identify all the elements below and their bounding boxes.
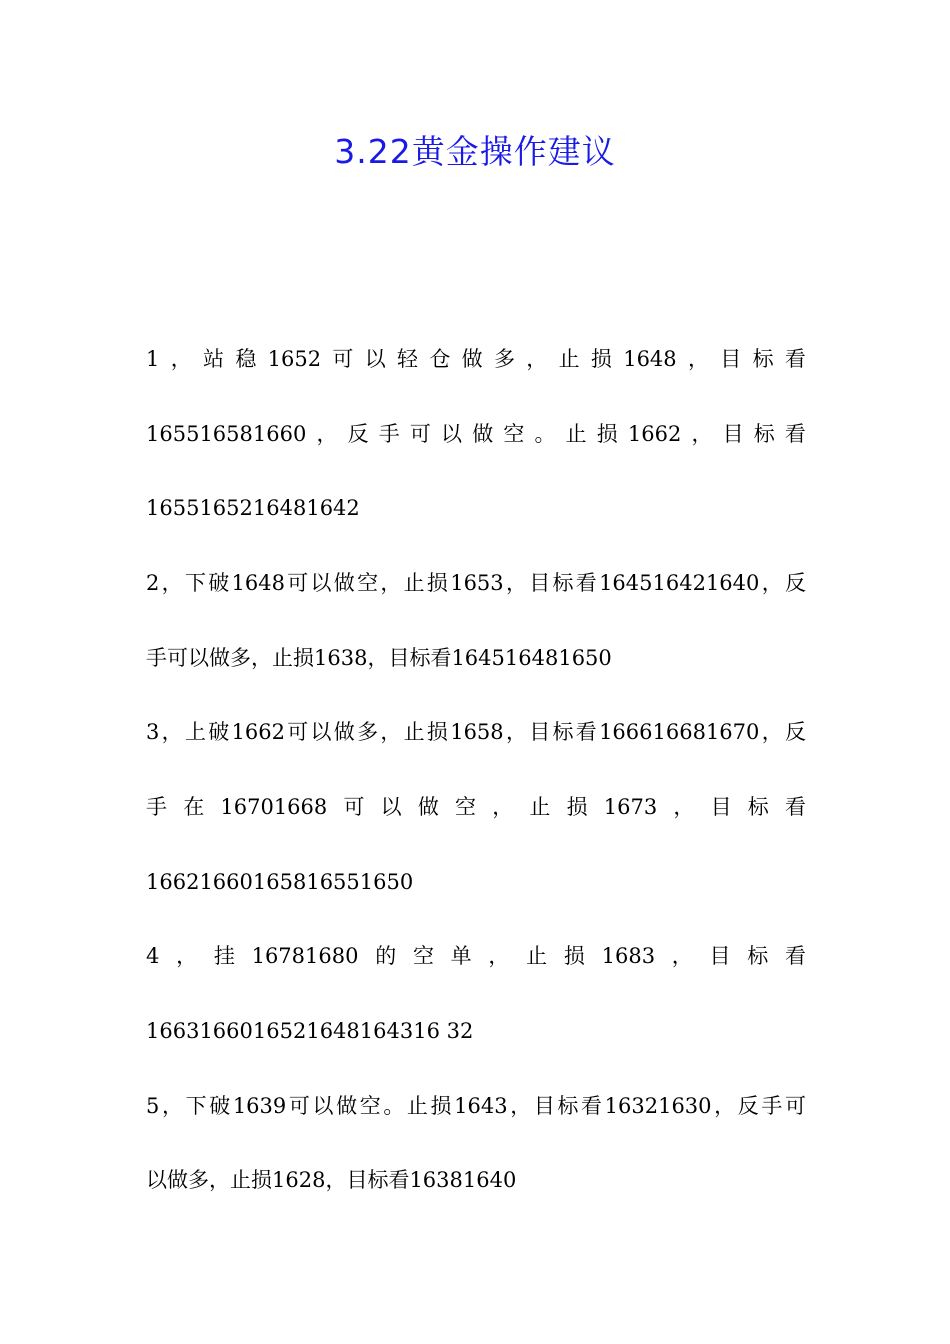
text-token: 5 [146,1094,160,1118]
text-token: 轻 [397,347,419,371]
text-token: 止 [558,347,580,371]
text-token: 多 [357,720,379,744]
text-token: 目 [709,944,731,968]
text-token: 损 [590,347,612,371]
paragraph-1-line-3: 1655165216481642 [146,496,360,520]
text-token: ， [526,347,548,371]
text-token: 止 [406,1094,428,1118]
paragraph-3-line-3: 16621660165816551650 [146,870,414,894]
text-token: 目 [533,1094,555,1118]
text-token: ， [176,944,198,968]
text-token: 下 [185,1094,207,1118]
text-token: 以 [380,795,402,819]
text-token: 标 [747,944,769,968]
text-token: 空 [412,944,434,968]
text-token: 挂 [213,944,235,968]
text-token: 可 [332,347,354,371]
text-token: 损 [596,422,618,446]
text-token: ， [505,571,527,595]
paragraph-2-line-1 [146,568,806,598]
text-token: 以 [312,1094,334,1118]
text-token: 2 [146,571,160,595]
paragraph-5-line-2: 以做多，止损1628，目标看16381640 [146,1168,517,1192]
text-token: 可 [287,571,309,595]
text-token: 手 [761,1094,783,1118]
text-token: 空 [357,571,379,595]
text-token: ， [161,571,183,595]
text-token: 空 [455,795,477,819]
text-token: 1639 [232,1094,287,1118]
text-token: 止 [565,422,587,446]
text-token: 看 [581,1094,603,1118]
text-token: 可 [409,422,431,446]
text-token: 16701668 [220,795,328,819]
paragraph-5-line-1 [146,1091,806,1121]
paragraph-1-line-1 [146,344,806,374]
paragraph-3-line-2 [146,792,806,822]
text-token: 目 [529,571,551,595]
text-token: 1652 [267,347,322,371]
paragraph-3-line-1 [146,717,806,747]
text-token: 损 [566,795,588,819]
text-token: 目 [529,720,551,744]
text-token: 做 [333,571,355,595]
text-token: ， [316,422,338,446]
text-token: 做 [336,1094,358,1118]
text-token: 可 [784,1094,806,1118]
text-token: 手 [378,422,400,446]
text-token: 标 [752,347,774,371]
paragraph-4-line-1 [146,941,806,971]
text-token: 空 [359,1094,381,1118]
text-token: 做 [461,347,483,371]
text-token: 在 [183,795,205,819]
text-token: 仓 [429,347,451,371]
text-token: 16321630 [604,1094,712,1118]
text-token: 目 [710,795,732,819]
text-token: 止 [526,944,548,968]
text-token: 站 [203,347,224,371]
text-token: 以 [364,347,386,371]
text-token: 稳 [235,347,257,371]
text-token: ， [505,720,527,744]
text-token: 以 [310,720,332,744]
page-title: 3.22黄金操作建议 [334,132,616,171]
text-token: 标 [552,720,574,744]
paragraph-2-line-2: 手可以做多，止损1638，目标看164516481650 [146,646,612,670]
text-token: 。 [383,1094,405,1118]
text-token: 损 [430,1094,452,1118]
text-token: 看 [784,422,806,446]
text-token: 破 [208,720,230,744]
text-token: 做 [472,422,494,446]
text-token: ， [161,1094,183,1118]
text-token: 损 [426,720,448,744]
text-token: 以 [310,571,332,595]
text-token: 1653 [450,571,504,595]
paragraph-1-line-2 [146,419,806,449]
text-token: 1648 [623,347,677,371]
text-token: 做 [417,795,439,819]
text-token: 的 [375,944,397,968]
text-token: 反 [784,720,806,744]
text-token: 1662 [231,720,285,744]
text-token: ， [161,720,183,744]
text-token: 。 [534,422,556,446]
text-token: 空 [503,422,525,446]
text-token: 3 [146,720,160,744]
text-token: 标 [747,795,769,819]
text-token: 1648 [231,571,285,595]
text-token: 看 [575,571,597,595]
text-token: 164516421640 [599,571,760,595]
text-token: ， [761,571,783,595]
text-token: 看 [575,720,597,744]
text-token: 以 [441,422,463,446]
text-token: 反 [347,422,369,446]
text-token: 1683 [601,944,656,968]
text-token: 标 [753,422,775,446]
text-token: ， [170,347,192,371]
text-token: 看 [784,795,806,819]
text-token: 可 [287,720,309,744]
text-token: 目 [722,422,744,446]
text-token: 看 [785,944,806,968]
text-token: 目 [720,347,742,371]
text-token: ， [714,1094,736,1118]
text-token: 上 [184,720,206,744]
text-token: 1 [146,347,160,371]
text-token: 破 [209,1094,231,1118]
text-token: 多 [493,347,515,371]
text-token: ， [380,720,402,744]
text-token: 反 [737,1094,759,1118]
text-token: 1673 [603,795,658,819]
text-token: 16781680 [251,944,359,968]
paragraph-4-line-2: 1663166016521648164316 32 [146,1019,474,1043]
text-token: 165516581660 [146,422,307,446]
text-token: 可 [288,1094,310,1118]
text-token: 反 [784,571,806,595]
text-token: 做 [333,720,355,744]
text-token: 手 [146,795,167,819]
text-token: 破 [208,571,230,595]
text-token: ， [761,720,783,744]
text-token: 止 [403,720,425,744]
text-token: 可 [343,795,365,819]
text-token: 损 [563,944,585,968]
text-token: ， [488,944,510,968]
text-token: 下 [184,571,206,595]
text-token: ， [510,1094,532,1118]
text-token: 1658 [450,720,504,744]
text-token: ， [671,944,693,968]
text-token: ， [673,795,695,819]
text-token: 损 [426,571,448,595]
text-token: ， [380,571,402,595]
text-token: 看 [784,347,806,371]
text-token: 4 [146,944,160,968]
text-token: 标 [557,1094,579,1118]
text-token: 单 [450,944,472,968]
text-token: 1643 [454,1094,508,1118]
text-token: 166616681670 [599,720,760,744]
text-token: 标 [552,571,574,595]
text-token: ， [492,795,514,819]
text-token: 1662 [627,422,682,446]
text-token: ， [691,422,713,446]
text-token: 止 [529,795,551,819]
text-token: 止 [403,571,425,595]
text-token: ， [687,347,709,371]
